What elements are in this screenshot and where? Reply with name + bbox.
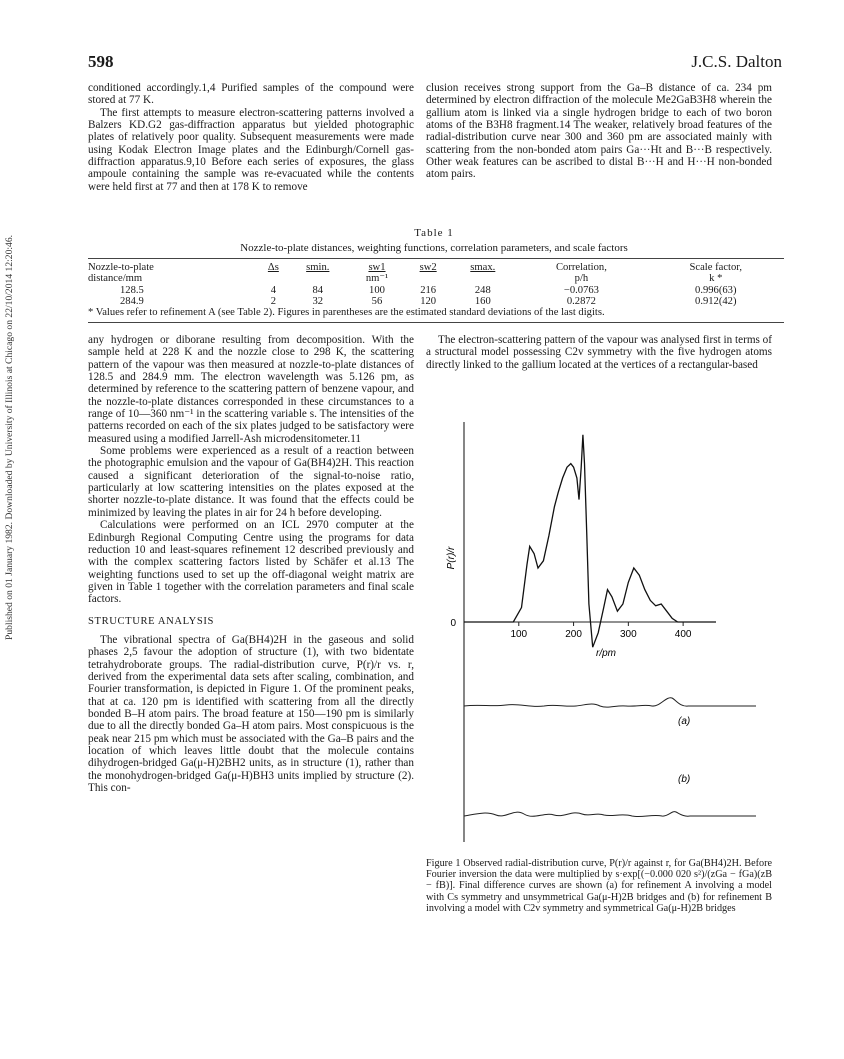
paragraph: clusion receives strong support from the Ga–B distance of ca. 234 pm determined by electron diffraction of the molecule Me2GaB3H8 wherein the gallium atom is linked via a single hydrogen bridge to each of two boron atoms of the B3H8 fragment.14 The weaker, relatively broad features of the radial-distribution curve near 300 and 360 pm are associated mainly with scattering from the non-bonded atom pairs Ga···Ht and B···B respectively. Other weak features can be ascribed to distal B···H and H···H non-bonded atom pairs. <box>426 82 772 181</box>
page-number: 598 <box>88 52 114 71</box>
journal-title: J.C.S. Dalton <box>691 52 782 71</box>
table-bottom-rule <box>88 322 784 323</box>
table-header-cell <box>259 273 287 284</box>
table-header-cell: sw2 <box>419 262 437 273</box>
table-header-cell: sw1 <box>368 262 386 273</box>
download-notice: Published on 01 January 1982. Downloaded by University of Illinois at Chicago on 22/10/2014 12:20:46. <box>4 234 15 640</box>
radial-distribution-curve <box>464 435 716 647</box>
table-header-cell: nm⁻¹ <box>365 273 389 285</box>
table-cell: 128.5 <box>120 284 144 296</box>
table-cell: 2 <box>270 296 276 308</box>
table-header-row <box>88 273 784 284</box>
paragraph: any hydrogen or diborane resulting from decomposition. With the sample held at 228 K and the nozzle close to 298 K, the scattering pattern of the vapour was then measured at nozzle-to-plate distances of 128.5 and 284.9 mm. The electron wavelength was 5.126 pm, as determined by reference to the scattering pattern of benzene vapour, and the nozzle-to-plate distances corresponded in these circumstances to a range of 10—360 nm⁻¹ in the scattering variable s. The intensities of the patterns recorded on each of the six plates judged to be satisfactory were measured using a modified Jarrell-Ash microdensitometer.11 <box>88 334 414 445</box>
table-cell: 120 <box>420 296 437 308</box>
top-left-column <box>88 82 414 193</box>
table-cell: 0.996(63) <box>695 284 737 296</box>
table-header-cell: Correlation, <box>555 262 607 273</box>
table-header-row <box>88 262 784 273</box>
table-header-cell <box>288 273 348 284</box>
figure-1-plot <box>440 410 770 850</box>
table-header-cell: Δs <box>267 262 279 273</box>
table-cell: 160 <box>474 296 491 308</box>
x-ticks <box>510 622 691 640</box>
top-right-column <box>426 82 772 181</box>
paragraph: The electron-scattering pattern of the vapour was analysed first in terms of a structural model possessing C2v symmetry with the five hydrogen atoms directly linked to the gallium located at the vertices of a rectangular-based <box>426 334 772 371</box>
x-tick-label: 200 <box>565 629 582 640</box>
figure-caption: Figure 1 Observed radial-distribution curve, P(r)/r against r, for Ga(BH4)2H. Before Fourier inversion the data were multiplied by s·exp[(−0.000 020 s²)/(zGa − fGa)(zB − fB)]. Final difference curves are shown (a) for refinement A involving a model with Cs symmetry and unsymmetrical Ga(μ-H)2B bridges and (b) for refinement B involving a model with C2v symmetry and symmetrical Ga(μ-H)2B bridges <box>426 858 772 914</box>
table-header-cell: smax. <box>470 262 496 273</box>
table-header-cell: smin. <box>306 262 330 273</box>
y-axis-label: P(r)/r <box>446 546 457 570</box>
table-cell: 0.2872 <box>566 296 596 308</box>
table-header-cell <box>450 273 515 284</box>
paragraph: The vibrational spectra of Ga(BH4)2H in the gaseous and solid phases 2,5 favour the adoption of structure (1), with two bidentate tetrahydroborate groups. The radial-distribution curve, P(r)/r vs. r, derived from the experimental data sets after scaling, combination, and Fourier transformation, is depicted in Figure 1. Of the prominent peaks, that at ca. 120 pm is identified with scattering from all the directly bonded B–H atom pairs. The broad feature at 150—190 pm is similarly due to all the directly bonded Ga–H atom pairs. Most conspicuous is the peak near 215 pm which must be associated with the Ga–B pairs and the location of which leaves little doubt that the molecule contains dihydrogen-bridged Ga(μ-H)2BH2 units, as in structure (1), rather than the monohydrogen-bridged Ga(μ-H)BH3 units implied by structure (2). This con- <box>88 633 414 795</box>
table-cell: 100 <box>369 284 385 296</box>
difference-curve-b-label: (b) <box>678 774 691 785</box>
table-top-rule <box>88 258 784 259</box>
zero-tick-label: 0 <box>450 618 456 629</box>
table-label: Table 1 <box>414 227 454 239</box>
table-header-cell: k * <box>709 273 723 285</box>
paragraph: Some problems were experienced as a result of a reaction between the photographic emulsion and the vapour of Ga(BH4)2H. This reaction caused a significant deterioration of the signal-to-noise ratio, particularly at low scattering intensities on the plates exposed at the shorter nozzle-to-plate distance. It was found that the effects could be minimized by leaving the plates in air for 24 h before developing. <box>88 445 414 519</box>
table-header-cell: p/h <box>574 273 589 285</box>
difference-curve-a-label: (a) <box>678 716 691 727</box>
table-header-cell <box>406 273 450 284</box>
x-tick-label: 300 <box>620 629 637 640</box>
table-cell: 84 <box>312 284 324 296</box>
data-table <box>88 262 784 308</box>
difference-curve-b <box>464 812 756 817</box>
section-heading: STRUCTURE ANALYSIS <box>88 615 214 627</box>
table-footnote: * Values refer to refinement A (see Table 2). Figures in parentheses are the estimated standard deviations of the last digits. <box>88 307 605 318</box>
table-cell: 4 <box>270 284 276 296</box>
table-title: Nozzle-to-plate distances, weighting functions, correlation parameters, and scale factors <box>240 242 628 254</box>
table-header-cell: Nozzle-to-plate <box>88 262 154 273</box>
table-cell: 248 <box>474 284 491 296</box>
table-cell: 216 <box>420 284 437 296</box>
bottom-left-column <box>88 334 414 794</box>
x-axis-label: r/pm <box>596 648 616 659</box>
table-row <box>88 285 784 296</box>
table-cell: 284.9 <box>120 296 144 308</box>
table-header-cell: Scale factor, <box>689 262 743 273</box>
paragraph: Calculations were performed on an ICL 2970 computer at the Edinburgh Regional Computing Centre using the programs for data reduction 10 and least-squares refinement 12 described previously and with the complex scattering factors listed by Schäfer et al.13 The weighting functions used to set up the off-diagonal weight matrix are given in Table 1 together with the correlation parameters and final scale factors. <box>88 519 414 606</box>
difference-curve-a <box>464 698 756 707</box>
table-cell: 32 <box>312 296 324 308</box>
x-tick-label: 100 <box>510 629 528 640</box>
bottom-right-column <box>426 334 772 371</box>
table-header-cell: distance/mm <box>88 273 143 285</box>
table-cell: 0.912(42) <box>695 296 737 308</box>
x-tick-label: 400 <box>674 629 692 640</box>
paragraph: conditioned accordingly.1,4 Purified samples of the compound were stored at 77 K. <box>88 82 414 107</box>
table-row <box>88 296 784 307</box>
paragraph: The first attempts to measure electron-scattering patterns involved a Balzers KD.G2 gas-diffraction apparatus but yielded photographic plates of relatively poor quality. Subsequent measurements were made using Kodak Electron Image plates and the Edinburgh/Cornell gas-diffraction apparatus.9,10 Before each series of exposures, the glass ampoule containing the sample was re-evacuated while the contents were held first at 77 and then at 178 K to remove <box>88 106 414 193</box>
table-cell: 56 <box>371 296 383 308</box>
table-cell: −0.0763 <box>563 284 599 296</box>
